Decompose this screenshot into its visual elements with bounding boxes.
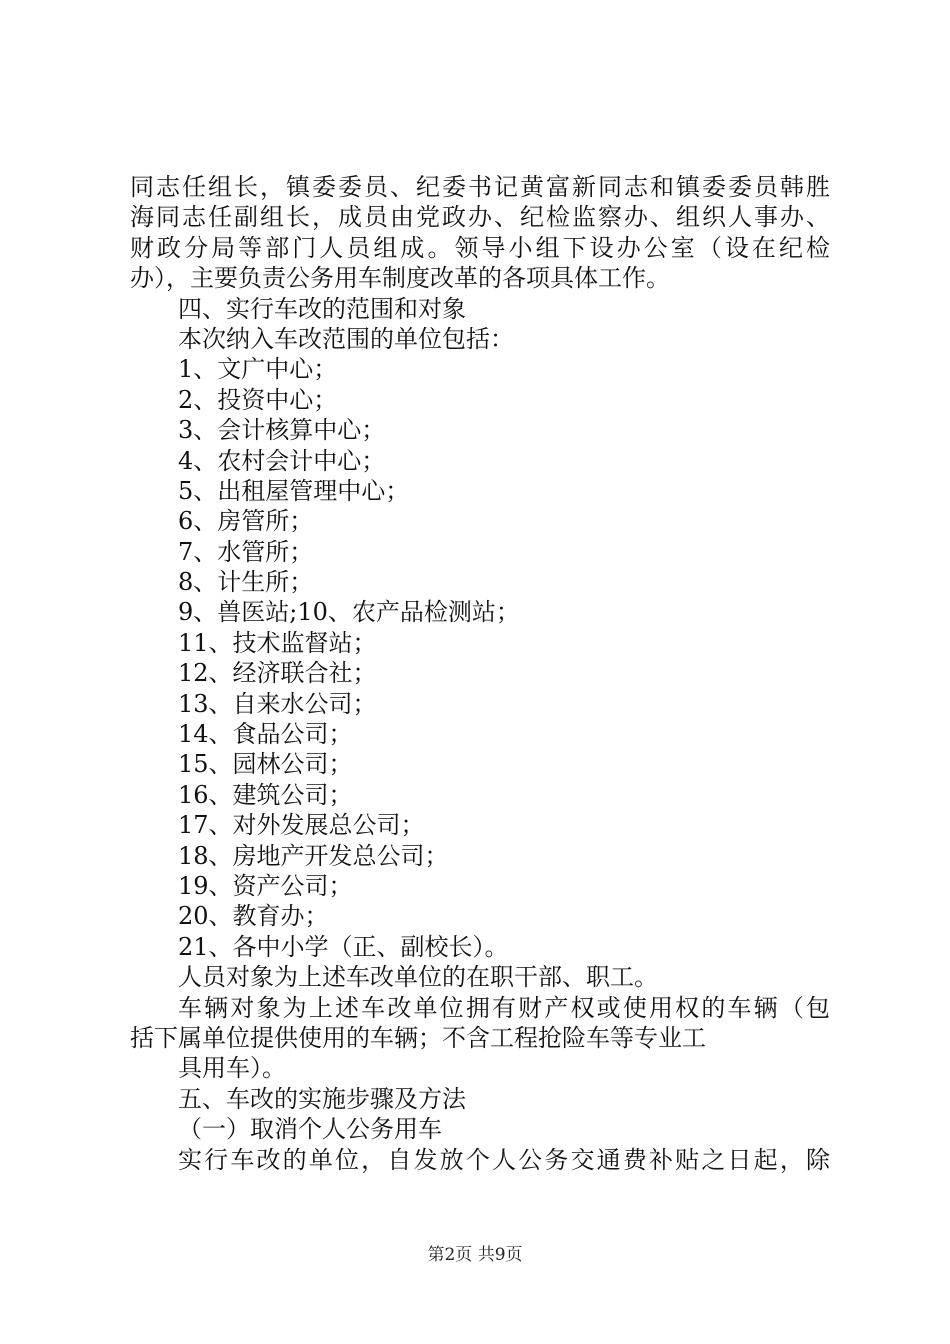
personnel-paragraph: 人员对象为上述车改单位的在职干部、职工。 (178, 963, 658, 992)
subsection-heading: （一）取消个人公务用车 (178, 1115, 442, 1144)
list-item: 6、房管所； (178, 507, 314, 536)
vehicles-paragraph-line: 括下属单位提供使用的车辆；不含工程抢险车等专业工 (130, 1023, 706, 1052)
list-item: 7、水管所； (178, 537, 314, 566)
list-item: 16、建筑公司； (178, 780, 353, 809)
list-item: 5、出租屋管理中心； (178, 476, 410, 505)
list-item: 18、房地产开发总公司； (178, 841, 449, 870)
scope-intro: 本次纳入车改范围的单位包括： (178, 324, 514, 353)
list-item: 2、投资中心； (178, 385, 338, 414)
list-item: 8、计生所； (178, 568, 314, 597)
paragraph-line: 财政分局等部门人员组成。领导小组下设办公室（设在纪检 (130, 233, 830, 262)
list-item: 3、会计核算中心； (178, 416, 386, 445)
paragraph-line: 实行车改的单位，自发放个人公务交通费补贴之日起，除 (178, 1145, 830, 1174)
paragraph-line: 海同志任副组长，成员由党政办、纪检监察办、组织人事办、 (130, 203, 830, 232)
page-footer: 第2页 共9页 (427, 1245, 523, 1265)
list-item: 1、文广中心； (178, 355, 338, 384)
section-heading: 四、实行车改的范围和对象 (178, 294, 466, 323)
list-item: 20、教育办； (178, 902, 329, 931)
list-item: 15、园林公司； (178, 750, 353, 779)
document-body (130, 172, 830, 1175)
list-item: 17、对外发展总公司； (178, 811, 425, 840)
list-item: 12、经济联合社； (178, 659, 377, 688)
list-item: 21、各中小学（正、副校长）。 (178, 932, 509, 961)
list-item: 13、自来水公司； (178, 689, 377, 718)
list-item: 19、资产公司； (178, 871, 353, 900)
list-item: 14、食品公司； (178, 720, 353, 749)
list-item: 9、兽医站;10、农产品检测站； (178, 598, 520, 627)
paragraph-line: 同志任组长，镇委委员、纪委书记黄富新同志和镇委委员韩胜 (130, 173, 830, 201)
vehicles-paragraph-line: 具用车）。 (178, 1054, 286, 1083)
list-item: 4、农村会计中心； (178, 446, 386, 475)
list-item: 11、技术监督站； (178, 628, 377, 657)
section-heading: 五、车改的实施步骤及方法 (178, 1084, 466, 1113)
paragraph-line: 办），主要负责公务用车制度改革的各项具体工作。 (130, 264, 670, 293)
vehicles-paragraph-line: 车辆对象为上述车改单位拥有财产权或使用权的车辆（包 (178, 993, 830, 1022)
